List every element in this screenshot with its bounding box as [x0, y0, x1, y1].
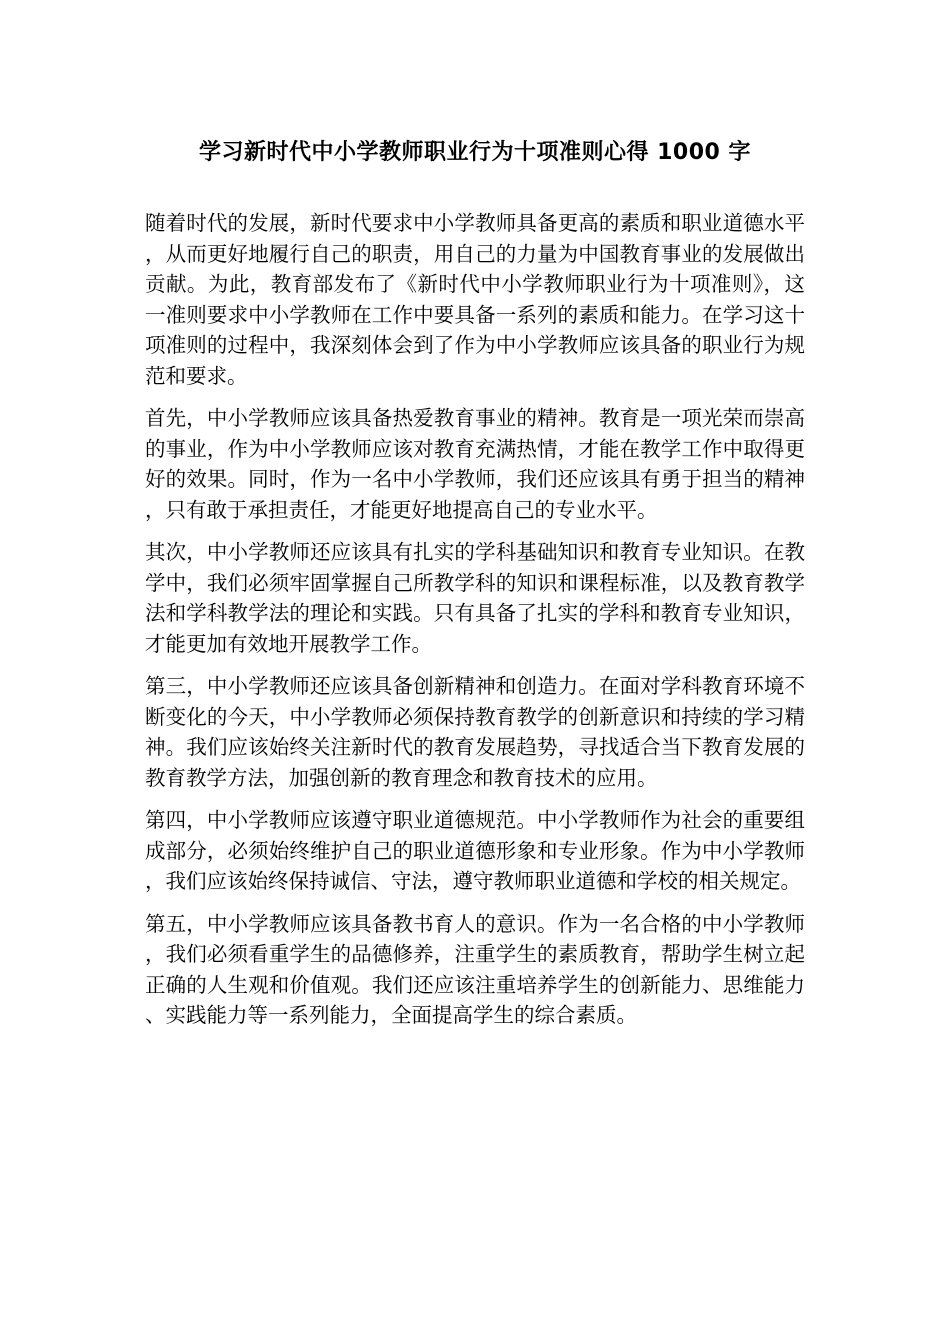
paragraph-6: 第五，中小学教师应该具备教书育人的意识。作为一名合格的中小学教师，我们必须看重学生的品德修养，注重学生的素质教育，帮助学生树立起正确的人生观和价值观。我们还应该注重培养学生的创新能力、思维能力、实践能力等一系列能力，全面提高学生的综合素质。 [145, 911, 805, 1027]
paragraph-5: 第四，中小学教师应该遵守职业道德规范。中小学教师作为社会的重要组成部分，必须始终维护自己的职业道德形象和专业形象。作为中小学教师，我们应该始终保持诚信、守法，遵守教师职业道德和学校的相关规定。 [145, 808, 805, 893]
paragraph-4: 第三，中小学教师还应该具备创新精神和创造力。在面对学科教育环境不断变化的今天，中小学教师必须保持教育教学的创新意识和持续的学习精神。我们应该始终关注新时代的教育发展趋势，寻找适合当下教育发展的教育教学方法，加强创新的教育理念和教育技术的应用。 [145, 674, 805, 790]
paragraph-1: 随着时代的发展，新时代要求中小学教师具备更高的素质和职业道德水平，从而更好地履行自己的职责，用自己的力量为中国教育事业的发展做出贡献。为此，教育部发布了《新时代中小学教师职业行为十项准则》，这一准则要求中小学教师在工作中要具备一系列的素质和能力。在学习这十项准则的过程中，我深刻体会到了作为中小学教师应该具备的职业行为规范和要求。 [145, 211, 805, 388]
document-title: 学习新时代中小学教师职业行为十项准则心得 1000 字 [198, 140, 752, 165]
document-body [145, 208, 805, 1043]
paragraph-2: 首先，中小学教师应该具备热爱教育事业的精神。教育是一项光荣而崇高的事业，作为中小学教师应该对教育充满热情，才能在教学工作中取得更好的效果。同时，作为一名中小学教师，我们还应该具有勇于担当的精神，只有敢于承担责任，才能更好地提高自己的专业水平。 [145, 406, 805, 522]
paragraph-3: 其次，中小学教师还应该具有扎实的学科基础知识和教育专业知识。在教学中，我们必须牢固掌握自己所教学科的知识和课程标准，以及教育教学法和学科教学法的理论和实践。只有具备了扎实的学科和教育专业知识，才能更加有效地开展教学工作。 [145, 540, 805, 656]
